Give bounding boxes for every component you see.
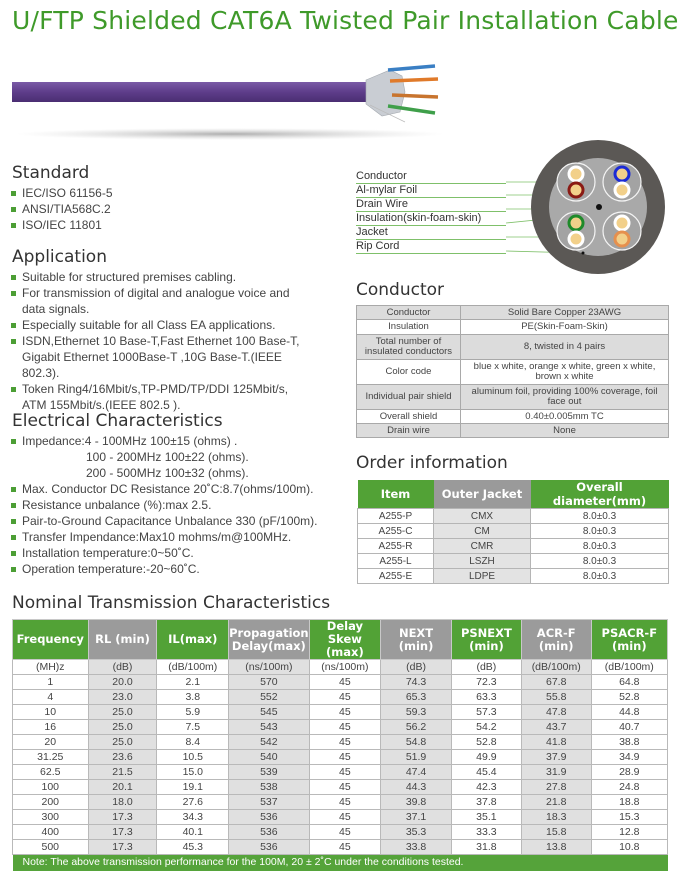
column-header: RL (min) <box>88 620 157 660</box>
data-cell: 300 <box>13 810 89 825</box>
column-header: PSNEXT (min) <box>451 620 521 660</box>
jacket-cell: CMX <box>434 509 531 524</box>
data-cell: 23.0 <box>88 690 157 705</box>
row-value: Solid Bare Copper 23AWG <box>461 306 669 320</box>
cable-jacket <box>12 82 368 102</box>
label-conductor: Conductor <box>356 170 506 184</box>
column-header: Frequency <box>13 620 89 660</box>
row-key: Color code <box>357 360 461 385</box>
data-cell: 45 <box>309 825 381 840</box>
data-cell: 15.8 <box>521 825 591 840</box>
data-cell: 63.3 <box>451 690 521 705</box>
data-cell: 200 <box>13 795 89 810</box>
data-cell: 41.8 <box>521 735 591 750</box>
data-cell: 21.8 <box>521 795 591 810</box>
table-row <box>357 360 669 385</box>
table-row <box>13 810 668 825</box>
data-cell: 33.8 <box>381 840 452 855</box>
data-cell: 54.2 <box>451 720 521 735</box>
table-row <box>13 720 668 735</box>
electrical-item: Transfer Impendance:Max10 mohms/m@100MHz. <box>10 529 318 545</box>
data-cell: 52.8 <box>451 735 521 750</box>
data-cell: 33.3 <box>451 825 521 840</box>
data-cell: 540 <box>229 750 310 765</box>
data-cell: 35.3 <box>381 825 452 840</box>
table-row <box>358 509 669 524</box>
table-row <box>357 385 669 410</box>
item-cell: A255-P <box>358 509 434 524</box>
data-cell: 8.4 <box>157 735 229 750</box>
unit-cell: (dB) <box>381 660 452 675</box>
column-header: Delay Skew (max) <box>309 620 381 660</box>
item-cell: A255-C <box>358 524 434 539</box>
data-cell: 45 <box>309 735 381 750</box>
row-value: aluminum foil, providing 100% coverage, foil face out <box>461 385 669 410</box>
data-cell: 45 <box>309 810 381 825</box>
data-cell: 20 <box>13 735 89 750</box>
standard-heading: Standard <box>12 163 90 183</box>
standard-list <box>10 185 113 233</box>
data-cell: 45 <box>309 720 381 735</box>
row-value: PE(Skin-Foam-Skin) <box>461 320 669 335</box>
electrical-item: Operation temperature:-20~60˚C. <box>10 561 318 577</box>
data-cell: 27.8 <box>521 780 591 795</box>
table-row <box>357 410 669 424</box>
data-cell: 545 <box>229 705 310 720</box>
data-cell: 18.3 <box>521 810 591 825</box>
table-row <box>357 306 669 320</box>
data-cell: 15.0 <box>157 765 229 780</box>
data-cell: 49.9 <box>451 750 521 765</box>
column-header: NEXT (min) <box>381 620 452 660</box>
data-cell: 39.8 <box>381 795 452 810</box>
rip-cord <box>582 252 585 255</box>
diameter-cell: 8.0±0.3 <box>531 509 669 524</box>
unit-cell: (MH)z <box>13 660 89 675</box>
data-cell: 42.3 <box>451 780 521 795</box>
data-cell: 10 <box>13 705 89 720</box>
header-row <box>358 480 669 509</box>
transmission-table <box>12 619 668 871</box>
data-cell: 10.5 <box>157 750 229 765</box>
data-cell: 538 <box>229 780 310 795</box>
data-cell: 44.8 <box>591 705 667 720</box>
data-cell: 10.8 <box>591 840 667 855</box>
data-cell: 40.1 <box>157 825 229 840</box>
diameter-cell: 8.0±0.3 <box>531 569 669 584</box>
data-cell: 45 <box>309 705 381 720</box>
standard-item: ISO/IEC 11801 <box>10 217 113 233</box>
table-row <box>13 765 668 780</box>
data-cell: 62.5 <box>13 765 89 780</box>
data-cell: 570 <box>229 675 310 690</box>
standard-item: ANSI/TIA568C.2 <box>10 201 113 217</box>
data-cell: 20.1 <box>88 780 157 795</box>
data-cell: 64.8 <box>591 675 667 690</box>
data-cell: 47.4 <box>381 765 452 780</box>
electrical-item: Resistance unbalance (%):max 2.5. <box>10 497 318 513</box>
data-cell: 37.8 <box>451 795 521 810</box>
row-value: 8, twisted in 4 pairs <box>461 335 669 360</box>
data-cell: 35.1 <box>451 810 521 825</box>
data-cell: 45 <box>309 795 381 810</box>
table-row <box>357 424 669 438</box>
application-item: For transmission of digital and analogue voice and data signals. <box>10 285 310 317</box>
data-cell: 47.8 <box>521 705 591 720</box>
data-cell: 45 <box>309 840 381 855</box>
table-row <box>13 675 668 690</box>
header-row <box>13 620 668 660</box>
label-al-mylar-foil: Al-mylar Foil <box>356 184 506 198</box>
data-cell: 25.0 <box>88 735 157 750</box>
label-drain-wire: Drain Wire <box>356 198 506 212</box>
label-jacket: Jacket <box>356 226 506 240</box>
data-cell: 27.6 <box>157 795 229 810</box>
data-cell: 3.8 <box>157 690 229 705</box>
data-cell: 31.9 <box>521 765 591 780</box>
page-title: U/FTP Shielded CAT6A Twisted Pair Installation Cable <box>12 6 679 35</box>
note-row <box>13 855 668 871</box>
data-cell: 52.8 <box>591 690 667 705</box>
application-item: Token Ring4/16Mbit/s,TP-PMD/TP/DDI 125Mbit/s, ATM 155Mbit/s.(IEEE 802.5 ). <box>10 381 310 413</box>
table-row <box>358 554 669 569</box>
data-cell: 536 <box>229 810 310 825</box>
data-cell: 45 <box>309 690 381 705</box>
data-cell: 1 <box>13 675 89 690</box>
data-cell: 17.3 <box>88 810 157 825</box>
electrical-item: Max. Conductor DC Resistance 20˚C:8.7(ohms/100m). <box>10 481 318 497</box>
data-cell: 500 <box>13 840 89 855</box>
column-header: Propagation Delay(max) <box>229 620 310 660</box>
data-cell: 537 <box>229 795 310 810</box>
data-cell: 31.8 <box>451 840 521 855</box>
application-item: Suitable for structured premises cabling. <box>10 269 310 285</box>
data-cell: 44.3 <box>381 780 452 795</box>
jacket-cell: CMR <box>434 539 531 554</box>
data-cell: 25.0 <box>88 720 157 735</box>
data-cell: 28.9 <box>591 765 667 780</box>
data-cell: 67.8 <box>521 675 591 690</box>
data-cell: 13.8 <box>521 840 591 855</box>
data-cell: 45 <box>309 675 381 690</box>
data-cell: 17.3 <box>88 825 157 840</box>
column-header: Outer Jacket <box>434 480 531 509</box>
order-table <box>357 480 669 584</box>
electrical-list <box>10 433 318 577</box>
table-row <box>357 335 669 360</box>
transmission-heading: Nominal Transmission Characteristics <box>12 593 331 613</box>
table-row <box>13 705 668 720</box>
data-cell: 45.3 <box>157 840 229 855</box>
unit-cell: (dB/100m) <box>521 660 591 675</box>
table-row <box>13 840 668 855</box>
unit-cell: (ns/100m) <box>229 660 310 675</box>
application-item: Especially suitable for all Class EA applications. <box>10 317 310 333</box>
row-value: None <box>461 424 669 438</box>
jacket-cell: LDPE <box>434 569 531 584</box>
diameter-cell: 8.0±0.3 <box>531 554 669 569</box>
electrical-heading: Electrical Characteristics <box>12 411 223 431</box>
standard-item: IEC/ISO 61156-5 <box>10 185 113 201</box>
units-row <box>13 660 668 675</box>
column-header: Item <box>358 480 434 509</box>
impedance-continuation: 100 - 200MHz 100±22 (ohms). <box>86 450 249 464</box>
cable-product-image <box>10 62 460 147</box>
electrical-item: Pair-to-Ground Capacitance Unbalance 330 (pF/100m). <box>10 513 318 529</box>
diameter-cell: 8.0±0.3 <box>531 524 669 539</box>
column-header: Overall diameter(mm) <box>531 480 669 509</box>
data-cell: 54.8 <box>381 735 452 750</box>
unit-cell: (dB/100m) <box>591 660 667 675</box>
data-cell: 15.3 <box>591 810 667 825</box>
table-row <box>357 320 669 335</box>
impedance-continuation: 200 - 500MHz 100±32 (ohms). <box>86 466 249 480</box>
table-row <box>13 690 668 705</box>
column-header: PSACR-F (min) <box>591 620 667 660</box>
order-heading: Order information <box>356 453 508 473</box>
data-cell: 45.4 <box>451 765 521 780</box>
data-cell: 18.8 <box>591 795 667 810</box>
application-heading: Application <box>12 247 107 267</box>
data-cell: 34.3 <box>157 810 229 825</box>
data-cell: 51.9 <box>381 750 452 765</box>
jacket-cell: CM <box>434 524 531 539</box>
data-cell: 19.1 <box>157 780 229 795</box>
application-list <box>10 269 310 413</box>
item-cell: A255-R <box>358 539 434 554</box>
data-cell: 2.1 <box>157 675 229 690</box>
table-row <box>13 795 668 810</box>
row-value: 0.40±0.005mm TC <box>461 410 669 424</box>
data-cell: 400 <box>13 825 89 840</box>
electrical-item: Installation temperature:0~50˚C. <box>10 545 318 561</box>
conductor-table <box>356 305 669 438</box>
data-cell: 7.5 <box>157 720 229 735</box>
data-cell: 40.7 <box>591 720 667 735</box>
table-row <box>13 750 668 765</box>
data-cell: 536 <box>229 825 310 840</box>
transmission-note: Note: The above transmission performance for the 100M, 20 ± 2˚C under the conditions tested. <box>13 855 668 871</box>
row-key: Conductor <box>357 306 461 320</box>
data-cell: 56.2 <box>381 720 452 735</box>
data-cell: 4 <box>13 690 89 705</box>
data-cell: 37.9 <box>521 750 591 765</box>
cable-cross-section-diagram <box>350 137 680 277</box>
data-cell: 72.3 <box>451 675 521 690</box>
data-cell: 74.3 <box>381 675 452 690</box>
unit-cell: (dB) <box>451 660 521 675</box>
data-cell: 65.3 <box>381 690 452 705</box>
row-value: blue x white, orange x white, green x white, brown x white <box>461 360 669 385</box>
data-cell: 539 <box>229 765 310 780</box>
data-cell: 543 <box>229 720 310 735</box>
row-key: Overall shield <box>357 410 461 424</box>
data-cell: 38.8 <box>591 735 667 750</box>
data-cell: 552 <box>229 690 310 705</box>
data-cell: 536 <box>229 840 310 855</box>
data-cell: 59.3 <box>381 705 452 720</box>
data-cell: 20.0 <box>88 675 157 690</box>
row-key: Insulation <box>357 320 461 335</box>
data-cell: 34.9 <box>591 750 667 765</box>
label-insulation: Insulation(skin-foam-skin) <box>356 212 506 226</box>
data-cell: 16 <box>13 720 89 735</box>
data-cell: 12.8 <box>591 825 667 840</box>
data-cell: 18.0 <box>88 795 157 810</box>
row-key: Drain wire <box>357 424 461 438</box>
item-cell: A255-L <box>358 554 434 569</box>
data-cell: 45 <box>309 750 381 765</box>
unit-cell: (ns/100m) <box>309 660 381 675</box>
drain-wire <box>596 204 602 210</box>
data-cell: 31.25 <box>13 750 89 765</box>
unit-cell: (dB/100m) <box>157 660 229 675</box>
data-cell: 43.7 <box>521 720 591 735</box>
table-row <box>358 524 669 539</box>
unit-cell: (dB) <box>88 660 157 675</box>
data-cell: 542 <box>229 735 310 750</box>
label-rip-cord: Rip Cord <box>356 240 506 254</box>
table-row <box>358 569 669 584</box>
data-cell: 24.8 <box>591 780 667 795</box>
impedance-item: Impedance:4 - 100MHz 100±15 (ohms) . <box>10 433 318 449</box>
row-key: Individual pair shield <box>357 385 461 410</box>
data-cell: 100 <box>13 780 89 795</box>
data-cell: 23.6 <box>88 750 157 765</box>
data-cell: 57.3 <box>451 705 521 720</box>
column-header: IL(max) <box>157 620 229 660</box>
data-cell: 45 <box>309 780 381 795</box>
jacket-cell: LSZH <box>434 554 531 569</box>
data-cell: 45 <box>309 765 381 780</box>
table-row <box>13 780 668 795</box>
table-row <box>13 825 668 840</box>
conductor-heading: Conductor <box>356 280 445 300</box>
table-row <box>13 735 668 750</box>
data-cell: 25.0 <box>88 705 157 720</box>
data-cell: 37.1 <box>381 810 452 825</box>
data-cell: 17.3 <box>88 840 157 855</box>
data-cell: 55.8 <box>521 690 591 705</box>
column-header: ACR-F (min) <box>521 620 591 660</box>
data-cell: 21.5 <box>88 765 157 780</box>
table-row <box>358 539 669 554</box>
data-cell: 5.9 <box>157 705 229 720</box>
item-cell: A255-E <box>358 569 434 584</box>
application-item: ISDN,Ethernet 10 Base-T,Fast Ethernet 100 Base-T, Gigabit Ethernet 1000Base-T ,10G Base-T.(IEEE 802.3). <box>10 333 310 381</box>
diameter-cell: 8.0±0.3 <box>531 539 669 554</box>
row-key: Total number of insulated conductors <box>357 335 461 360</box>
